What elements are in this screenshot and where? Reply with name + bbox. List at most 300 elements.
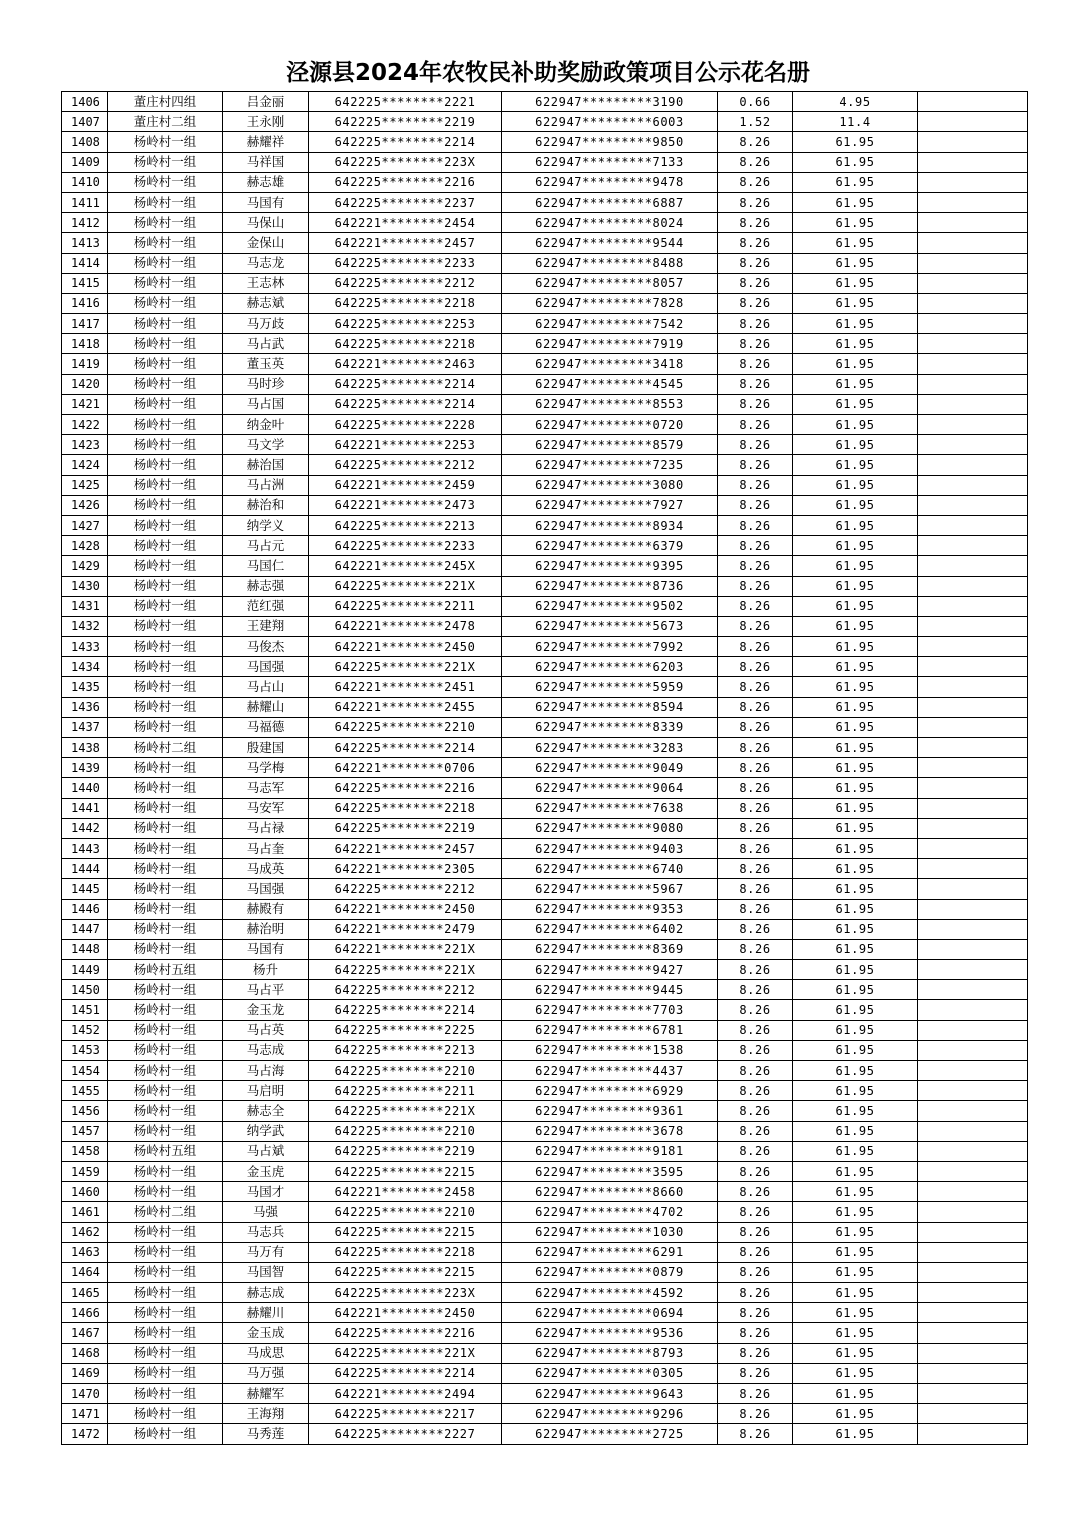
row-number: 1412 [62,213,108,233]
table-row [62,495,1028,515]
remark [918,536,1028,556]
table-row [62,293,1028,313]
bank-account: 622947*********7703 [502,1000,718,1020]
row-number: 1437 [62,717,108,737]
bank-account: 622947*********9049 [502,758,718,778]
id-number: 642225********221X [309,960,502,980]
bank-account: 622947*********6929 [502,1081,718,1101]
village-group: 杨岭村一组 [108,132,223,152]
id-number: 642225********2214 [309,738,502,758]
village-group: 董庄村四组 [108,92,223,112]
row-number: 1467 [62,1323,108,1343]
amount-value: 61.95 [793,1161,918,1181]
table-row [62,1222,1028,1242]
area-value: 8.26 [718,172,793,192]
area-value: 8.26 [718,415,793,435]
id-number: 642225********2233 [309,536,502,556]
person-name: 马国才 [223,1182,309,1202]
id-number: 642221********2457 [309,233,502,253]
village-group: 杨岭村一组 [108,697,223,717]
bank-account: 622947*********9427 [502,960,718,980]
area-value: 8.26 [718,1323,793,1343]
id-number: 642225********2218 [309,798,502,818]
table-row [62,1323,1028,1343]
table-row [62,1283,1028,1303]
village-group: 董庄村二组 [108,112,223,132]
bank-account: 622947*********9353 [502,899,718,919]
bank-account: 622947*********9850 [502,132,718,152]
remark [918,1182,1028,1202]
area-value: 8.26 [718,738,793,758]
bank-account: 622947*********4592 [502,1283,718,1303]
village-group: 杨岭村一组 [108,1222,223,1242]
amount-value: 61.95 [793,637,918,657]
person-name: 马占平 [223,980,309,1000]
id-number: 642225********2253 [309,314,502,334]
area-value: 8.26 [718,314,793,334]
id-number: 642221********2450 [309,1303,502,1323]
table-row [62,596,1028,616]
area-value: 8.26 [718,253,793,273]
bank-account: 622947*********7638 [502,798,718,818]
id-number: 642225********2210 [309,1202,502,1222]
remark [918,374,1028,394]
row-number: 1419 [62,354,108,374]
amount-value: 61.95 [793,334,918,354]
row-number: 1434 [62,657,108,677]
person-name: 马时珍 [223,374,309,394]
area-value: 8.26 [718,1121,793,1141]
amount-value: 61.95 [793,253,918,273]
bank-account: 622947*********9643 [502,1384,718,1404]
row-number: 1416 [62,293,108,313]
bank-account: 622947*********7927 [502,495,718,515]
village-group: 杨岭村二组 [108,1202,223,1222]
area-value: 8.26 [718,1061,793,1081]
remark [918,1020,1028,1040]
table-row [62,92,1028,112]
village-group: 杨岭村一组 [108,596,223,616]
table-row [62,717,1028,737]
id-number: 642225********2219 [309,112,502,132]
person-name: 赫殿有 [223,899,309,919]
person-name: 马占元 [223,536,309,556]
remark [918,1303,1028,1323]
bank-account: 622947*********0305 [502,1363,718,1383]
person-name: 马志龙 [223,253,309,273]
person-name: 马占海 [223,1061,309,1081]
table-row [62,1101,1028,1121]
remark [918,859,1028,879]
person-name: 马占山 [223,677,309,697]
person-name: 纳学义 [223,515,309,535]
remark [918,394,1028,414]
row-number: 1446 [62,899,108,919]
id-number: 642225********2216 [309,1323,502,1343]
area-value: 8.26 [718,1303,793,1323]
id-number: 642225********2219 [309,818,502,838]
table-row [62,1121,1028,1141]
bank-account: 622947*********5967 [502,879,718,899]
person-name: 马国强 [223,657,309,677]
village-group: 杨岭村一组 [108,919,223,939]
remark [918,334,1028,354]
village-group: 杨岭村一组 [108,1363,223,1383]
row-number: 1471 [62,1404,108,1424]
remark [918,637,1028,657]
person-name: 马秀莲 [223,1424,309,1444]
amount-value: 61.95 [793,1121,918,1141]
area-value: 8.26 [718,980,793,1000]
row-number: 1458 [62,1141,108,1161]
row-number: 1460 [62,1182,108,1202]
area-value: 8.26 [718,677,793,697]
bank-account: 622947*********3678 [502,1121,718,1141]
area-value: 8.26 [718,717,793,737]
id-number: 642225********2213 [309,515,502,535]
bank-account: 622947*********8579 [502,435,718,455]
row-number: 1451 [62,1000,108,1020]
bank-account: 622947*********9181 [502,1141,718,1161]
id-number: 642221********2450 [309,899,502,919]
row-number: 1457 [62,1121,108,1141]
id-number: 642225********2212 [309,455,502,475]
amount-value: 61.95 [793,738,918,758]
person-name: 赫志雄 [223,172,309,192]
amount-value: 61.95 [793,1081,918,1101]
table-row [62,1202,1028,1222]
bank-account: 622947*********8488 [502,253,718,273]
id-number: 642225********2228 [309,415,502,435]
remark [918,798,1028,818]
amount-value: 61.95 [793,798,918,818]
row-number: 1414 [62,253,108,273]
row-number: 1431 [62,596,108,616]
id-number: 642225********2212 [309,273,502,293]
person-name: 马万强 [223,1363,309,1383]
area-value: 8.26 [718,233,793,253]
bank-account: 622947*********5959 [502,677,718,697]
area-value: 8.26 [718,556,793,576]
amount-value: 61.95 [793,354,918,374]
bank-account: 622947*********9502 [502,596,718,616]
amount-value: 61.95 [793,1363,918,1383]
remark [918,515,1028,535]
remark [918,596,1028,616]
amount-value: 61.95 [793,192,918,212]
remark [918,697,1028,717]
area-value: 8.26 [718,818,793,838]
person-name: 马国有 [223,192,309,212]
area-value: 8.26 [718,939,793,959]
village-group: 杨岭村一组 [108,1303,223,1323]
id-number: 642225********223X [309,1283,502,1303]
person-name: 赫耀山 [223,697,309,717]
bank-account: 622947*********7828 [502,293,718,313]
row-number: 1450 [62,980,108,1000]
bank-account: 622947*********0720 [502,415,718,435]
row-number: 1443 [62,838,108,858]
village-group: 杨岭村一组 [108,939,223,959]
area-value: 8.26 [718,859,793,879]
remark [918,233,1028,253]
area-value: 8.26 [718,657,793,677]
amount-value: 61.95 [793,1101,918,1121]
remark [918,1222,1028,1242]
amount-value: 61.95 [793,172,918,192]
remark [918,1081,1028,1101]
person-name: 纳学武 [223,1121,309,1141]
remark [918,132,1028,152]
id-number: 642221********2253 [309,435,502,455]
remark [918,738,1028,758]
area-value: 8.26 [718,1404,793,1424]
row-number: 1444 [62,859,108,879]
bank-account: 622947*********6402 [502,919,718,939]
row-number: 1448 [62,939,108,959]
amount-value: 61.95 [793,1020,918,1040]
area-value: 8.26 [718,1182,793,1202]
id-number: 642221********221X [309,939,502,959]
amount-value: 61.95 [793,1384,918,1404]
village-group: 杨岭村一组 [108,1121,223,1141]
id-number: 642221********2478 [309,616,502,636]
area-value: 8.26 [718,1222,793,1242]
table-row [62,415,1028,435]
village-group: 杨岭村一组 [108,1242,223,1262]
bank-account: 622947*********0879 [502,1262,718,1282]
remark [918,415,1028,435]
village-group: 杨岭村一组 [108,899,223,919]
amount-value: 61.95 [793,475,918,495]
person-name: 吕金丽 [223,92,309,112]
area-value: 8.26 [718,1363,793,1383]
row-number: 1470 [62,1384,108,1404]
id-number: 642225********2215 [309,1222,502,1242]
amount-value: 61.95 [793,132,918,152]
amount-value: 61.95 [793,818,918,838]
id-number: 642221********2455 [309,697,502,717]
area-value: 8.26 [718,354,793,374]
village-group: 杨岭村一组 [108,475,223,495]
bank-account: 622947*********9445 [502,980,718,1000]
bank-account: 622947*********8934 [502,515,718,535]
remark [918,1363,1028,1383]
id-number: 642225********2210 [309,1061,502,1081]
person-name: 马占洲 [223,475,309,495]
village-group: 杨岭村一组 [108,838,223,858]
row-number: 1462 [62,1222,108,1242]
area-value: 8.26 [718,1262,793,1282]
area-value: 8.26 [718,192,793,212]
row-number: 1439 [62,758,108,778]
village-group: 杨岭村一组 [108,798,223,818]
person-name: 赫志斌 [223,293,309,313]
row-number: 1456 [62,1101,108,1121]
area-value: 8.26 [718,919,793,939]
amount-value: 61.95 [793,1202,918,1222]
remark [918,899,1028,919]
remark [918,152,1028,172]
village-group: 杨岭村一组 [108,233,223,253]
village-group: 杨岭村一组 [108,293,223,313]
amount-value: 61.95 [793,1000,918,1020]
id-number: 642221********2459 [309,475,502,495]
person-name: 马占禄 [223,818,309,838]
bank-account: 622947*********8660 [502,1182,718,1202]
village-group: 杨岭村一组 [108,657,223,677]
area-value: 8.26 [718,1161,793,1181]
id-number: 642225********2211 [309,1081,502,1101]
row-number: 1433 [62,637,108,657]
amount-value: 61.95 [793,1061,918,1081]
id-number: 642225********221X [309,1101,502,1121]
remark [918,717,1028,737]
area-value: 8.26 [718,1343,793,1363]
remark [918,92,1028,112]
remark [918,1404,1028,1424]
amount-value: 61.95 [793,293,918,313]
village-group: 杨岭村一组 [108,1323,223,1343]
table-row [62,960,1028,980]
area-value: 8.26 [718,374,793,394]
bank-account: 622947*********6203 [502,657,718,677]
remark [918,1121,1028,1141]
amount-value: 61.95 [793,1303,918,1323]
amount-value: 61.95 [793,374,918,394]
area-value: 8.26 [718,879,793,899]
roster-body [62,92,1028,1445]
remark [918,1040,1028,1060]
id-number: 642225********2216 [309,172,502,192]
person-name: 董玉英 [223,354,309,374]
amount-value: 61.95 [793,596,918,616]
person-name: 马占奎 [223,838,309,858]
table-row [62,515,1028,535]
remark [918,213,1028,233]
remark [918,818,1028,838]
bank-account: 622947*********4437 [502,1061,718,1081]
person-name: 马万有 [223,1242,309,1262]
row-number: 1459 [62,1161,108,1181]
row-number: 1428 [62,536,108,556]
table-row [62,919,1028,939]
area-value: 1.52 [718,112,793,132]
table-row [62,616,1028,636]
id-number: 642225********2212 [309,879,502,899]
area-value: 8.26 [718,758,793,778]
id-number: 642225********2218 [309,293,502,313]
table-row [62,1384,1028,1404]
bank-account: 622947*********9544 [502,233,718,253]
row-number: 1455 [62,1081,108,1101]
amount-value: 61.95 [793,515,918,535]
amount-value: 61.95 [793,899,918,919]
person-name: 赫治国 [223,455,309,475]
table-row [62,1020,1028,1040]
bank-account: 622947*********0694 [502,1303,718,1323]
area-value: 8.26 [718,213,793,233]
person-name: 马文学 [223,435,309,455]
area-value: 8.26 [718,1081,793,1101]
area-value: 8.26 [718,394,793,414]
person-name: 王海翔 [223,1404,309,1424]
amount-value: 61.95 [793,415,918,435]
area-value: 8.26 [718,1141,793,1161]
table-row [62,394,1028,414]
bank-account: 622947*********8793 [502,1343,718,1363]
remark [918,556,1028,576]
remark [918,1141,1028,1161]
row-number: 1438 [62,738,108,758]
table-row [62,253,1028,273]
row-number: 1449 [62,960,108,980]
amount-value: 61.95 [793,273,918,293]
area-value: 8.26 [718,1242,793,1262]
table-row [62,314,1028,334]
row-number: 1453 [62,1040,108,1060]
remark [918,616,1028,636]
id-number: 642225********2210 [309,717,502,737]
amount-value: 61.95 [793,1182,918,1202]
row-number: 1436 [62,697,108,717]
village-group: 杨岭村一组 [108,1020,223,1040]
bank-account: 622947*********9536 [502,1323,718,1343]
area-value: 8.26 [718,616,793,636]
id-number: 642221********2473 [309,495,502,515]
village-group: 杨岭村一组 [108,1283,223,1303]
village-group: 杨岭村一组 [108,859,223,879]
table-row [62,435,1028,455]
row-number: 1408 [62,132,108,152]
bank-account: 622947*********8057 [502,273,718,293]
village-group: 杨岭村一组 [108,1161,223,1181]
table-row [62,556,1028,576]
table-row [62,738,1028,758]
row-number: 1464 [62,1262,108,1282]
bank-account: 622947*********3080 [502,475,718,495]
remark [918,758,1028,778]
table-row [62,778,1028,798]
amount-value: 61.95 [793,435,918,455]
id-number: 642225********2214 [309,1363,502,1383]
row-number: 1417 [62,314,108,334]
id-number: 642221********0706 [309,758,502,778]
remark [918,1101,1028,1121]
village-group: 杨岭村一组 [108,1000,223,1020]
area-value: 8.26 [718,475,793,495]
id-number: 642221********2454 [309,213,502,233]
remark [918,960,1028,980]
area-value: 8.26 [718,152,793,172]
table-row [62,758,1028,778]
row-number: 1469 [62,1363,108,1383]
bank-account: 622947*********2725 [502,1424,718,1444]
table-row [62,1000,1028,1020]
table-row [62,1242,1028,1262]
village-group: 杨岭村一组 [108,576,223,596]
area-value: 8.26 [718,576,793,596]
village-group: 杨岭村五组 [108,960,223,980]
id-number: 642221********2305 [309,859,502,879]
person-name: 马福德 [223,717,309,737]
village-group: 杨岭村一组 [108,192,223,212]
bank-account: 622947*********8553 [502,394,718,414]
row-number: 1406 [62,92,108,112]
remark [918,919,1028,939]
area-value: 8.26 [718,495,793,515]
person-name: 金玉龙 [223,1000,309,1020]
